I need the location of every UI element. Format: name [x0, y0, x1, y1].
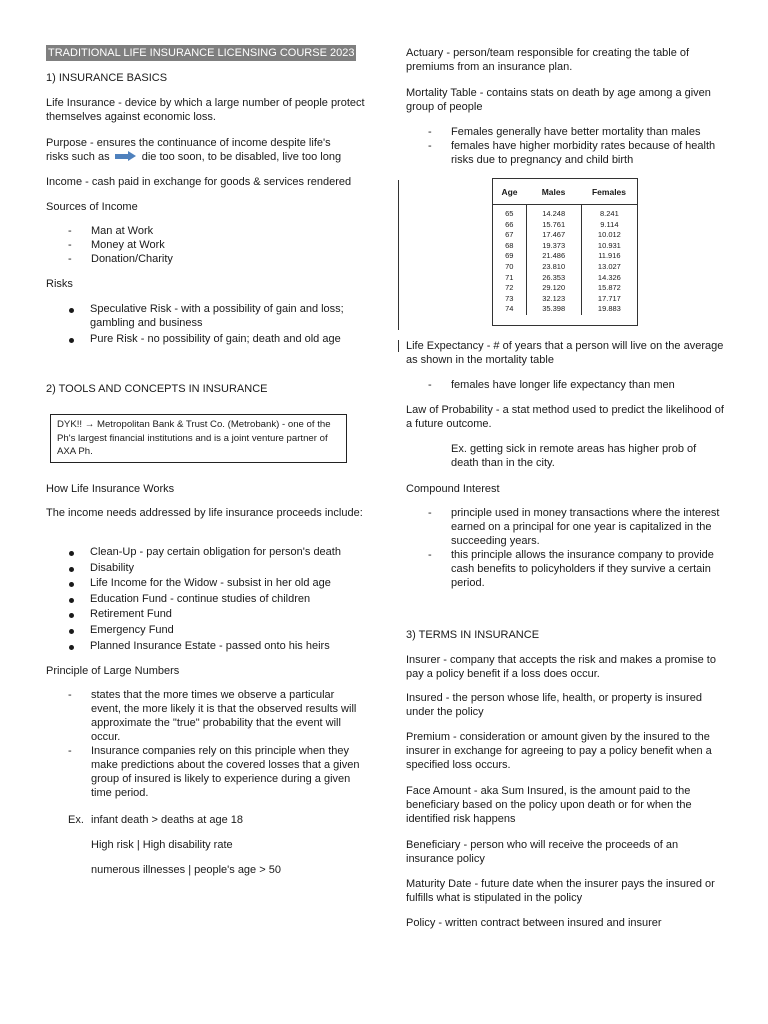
section-3-heading: 3) TERMS IN INSURANCE	[406, 629, 540, 641]
left-column	[46, 0, 366, 1024]
policy-definition: Policy - written contract between insured and insurer	[406, 917, 662, 929]
compound-interest-points	[406, 506, 726, 590]
life-expectancy-points	[406, 378, 726, 392]
list-item: - states that the more times we observe a particular event, the more likely it is that the observed results will approximate the "true" probability that the event will occur.	[46, 688, 366, 744]
margin-bar	[398, 340, 399, 352]
course-title-row	[46, 45, 366, 61]
table-cell: 8.241	[600, 209, 619, 218]
dyk-callout: DYK!! → Metropolitan Bank & Trust Co. (Metrobank) - one of the Ph's largest financial institutions and is a joint venture partner of AXA Ph.	[50, 414, 347, 463]
risks-heading: Risks	[46, 278, 73, 290]
right-column	[406, 0, 726, 1024]
table-cell: 26.353	[542, 272, 566, 282]
table-cell: 66	[505, 219, 514, 229]
actuary-definition: Actuary - person/team responsible for creating the table of premiums from an insurance plan.	[406, 47, 690, 73]
header-males: Males	[541, 186, 566, 197]
insured-definition: Insured - the person whose life, health, or property is insured under the policy	[406, 692, 702, 718]
list-item: Disability	[46, 561, 366, 577]
table-cell: 21.486	[542, 251, 566, 261]
table-cell: 15.761	[542, 219, 566, 229]
example-text: infant death > deaths at age 18	[91, 814, 243, 826]
table-cell: 69	[505, 251, 514, 261]
table-cell: 65	[505, 209, 514, 218]
income-definition: Income - cash paid in exchange for goods & services rendered	[46, 176, 352, 188]
list-item: Education Fund - continue studies of children	[46, 592, 366, 608]
mortality-table-definition: Mortality Table - contains stats on death by age among a given group of people	[406, 87, 711, 113]
table-cell: 71	[505, 272, 514, 282]
list-item: - principle used in money transactions where the interest earned on a principal for one year is capitalized in the succeeding years.	[406, 506, 726, 548]
table-cell: 10.931	[597, 240, 621, 250]
table-cell: 10.012	[597, 230, 621, 240]
table-cell: 70	[505, 261, 514, 271]
age-column	[493, 209, 526, 315]
list-item: Retirement Fund	[46, 607, 366, 623]
header-females: Females	[591, 186, 627, 197]
compound-interest-heading: Compound Interest	[406, 483, 500, 495]
example-text: numerous illnesses | people's age > 50	[91, 864, 281, 876]
list-item: - Donation/Charity	[46, 252, 366, 266]
table-cell: 73	[505, 293, 514, 303]
example-text: High risk | High disability rate	[91, 839, 233, 851]
life-expectancy-definition: Life Expectancy - # of years that a person will live on the average as shown in the mortality table	[406, 340, 724, 366]
table-cell: 13.027	[597, 261, 621, 271]
list-item: Planned Insurance Estate - passed onto his heirs	[46, 639, 366, 655]
income-needs-intro: The income needs addressed by life insurance proceeds include:	[46, 507, 363, 519]
example-label: Ex.	[68, 814, 84, 826]
needs-list	[46, 545, 366, 654]
table-cell: 74	[505, 304, 514, 314]
list-item: - Females generally have better mortality than males	[406, 125, 726, 139]
table-cell: 23.810	[542, 261, 566, 271]
premium-definition: Premium - consideration or amount given by the insured to the insurer in exchange for agreeing to pay a policy benefit when a specified loss occurs.	[406, 731, 712, 771]
list-item: Pure Risk - no possibility of gain; death and old age	[46, 332, 366, 346]
section-1-heading: 1) INSURANCE BASICS	[46, 72, 168, 84]
females-column	[582, 209, 637, 315]
purpose-risks-list: die too soon, to be disabled, live too long	[141, 151, 342, 163]
table-cell: 32.123	[542, 293, 566, 303]
purpose-definition	[46, 136, 366, 164]
course-title: TRADITIONAL LIFE INSURANCE LICENSING COURSE 2023	[48, 47, 355, 59]
right-arrow-icon	[115, 152, 137, 161]
table-body	[493, 205, 637, 315]
table-cell: 14.248	[542, 209, 566, 218]
list-item: - Money at Work	[46, 238, 366, 252]
list-item: Clean-Up - pay certain obligation for person's death	[46, 545, 366, 561]
life-insurance-definition: Life Insurance - device by which a large number of people protect themselves against economic loss.	[46, 97, 365, 123]
purpose-risks-label: risks such as	[46, 151, 110, 163]
table-header-row	[493, 179, 637, 205]
beneficiary-definition: Beneficiary - person who will receive the proceeds of an insurance policy	[406, 839, 679, 865]
large-numbers-list	[46, 688, 366, 800]
males-column	[526, 205, 582, 315]
section-2-heading: 2) TOOLS AND CONCEPTS IN INSURANCE	[46, 383, 268, 395]
table-cell: 15.872	[597, 283, 621, 293]
mortality-table	[492, 178, 638, 326]
purpose-line-1: Purpose - ensures the continuance of income despite life's	[46, 137, 331, 149]
purpose-line-2	[46, 150, 366, 164]
mortality-points	[406, 125, 726, 167]
table-cell: 17.717	[597, 293, 621, 303]
list-item: Emergency Fund	[46, 623, 366, 639]
risks-list	[46, 302, 366, 346]
list-item: Speculative Risk - with a possibility of gain and loss; gambling and business	[46, 302, 366, 330]
margin-bar	[398, 180, 399, 330]
law-of-probability-example: Ex. getting sick in remote areas has higher prob of death than in the city.	[451, 443, 697, 469]
header-age: Age	[501, 186, 518, 197]
how-heading: How Life Insurance Works	[46, 483, 175, 495]
list-item: - Insurance companies rely on this principle when they make predictions about the covered losses that a given group of insured is likely to experience during a given time period.	[46, 744, 366, 800]
large-numbers-heading: Principle of Large Numbers	[46, 665, 180, 677]
sources-list	[46, 224, 366, 266]
table-cell: 17.467	[542, 230, 566, 240]
table-cell: 35.398	[542, 304, 566, 314]
table-cell: 19.883	[597, 304, 621, 314]
law-of-probability-definition: Law of Probability - a stat method used to predict the likelihood of a future outcome.	[406, 404, 724, 430]
table-cell: 67	[505, 230, 514, 240]
sources-heading: Sources of Income	[46, 201, 138, 213]
list-item: - this principle allows the insurance company to provide cash benefits to policyholders if they survive a certain period.	[406, 548, 726, 590]
table-cell: 72	[505, 283, 514, 293]
maturity-date-definition: Maturity Date - future date when the insurer pays the insured or fulfills what is stipulated in the policy	[406, 878, 715, 904]
table-cell: 68	[505, 240, 514, 250]
list-item: - females have longer life expectancy than men	[406, 378, 726, 392]
list-item: Life Income for the Widow - subsist in her old age	[46, 576, 366, 592]
table-cell: 14.326	[597, 272, 621, 282]
table-cell: 29.120	[542, 283, 566, 293]
table-cell: 19.373	[542, 240, 566, 250]
table-cell: 9.114	[600, 219, 619, 229]
list-item: - Man at Work	[46, 224, 366, 238]
table-cell: 11.916	[598, 251, 621, 261]
list-item: - females have higher morbidity rates because of health risks due to pregnancy and child birth	[406, 139, 726, 167]
face-amount-definition: Face Amount - aka Sum Insured, is the amount paid to the beneficiary based on the policy upon death or for when the identified risk happens	[406, 785, 692, 825]
insurer-definition: Insurer - company that accepts the risk and makes a promise to pay a policy benefit if a loss does occur.	[406, 654, 716, 680]
